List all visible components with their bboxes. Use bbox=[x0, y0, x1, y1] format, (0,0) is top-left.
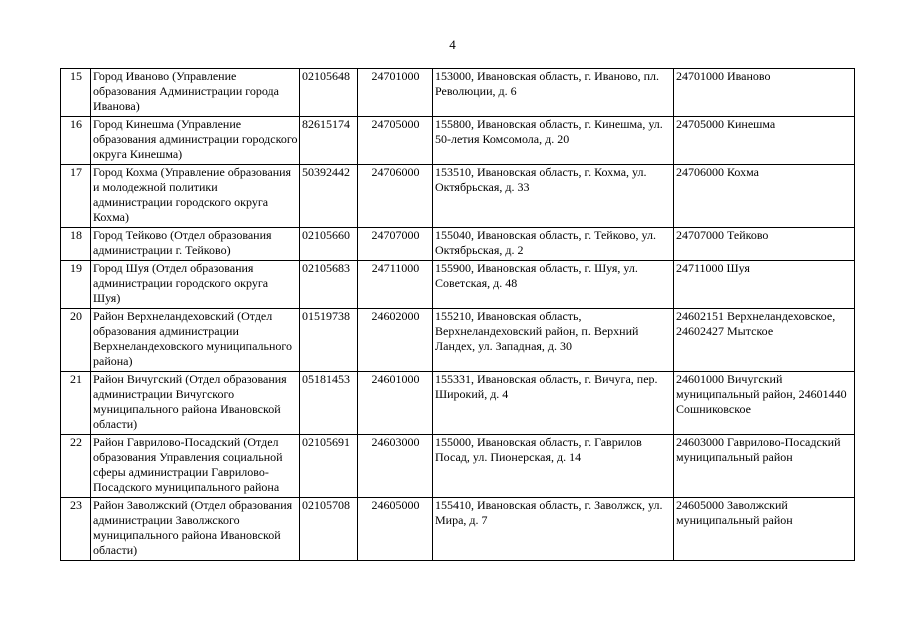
organization-address: 153000, Ивановская область, г. Иваново, пл. Революции, д. 6 bbox=[433, 69, 674, 117]
organization-name: Город Шуя (Отдел образования администрации городского округа Шуя) bbox=[91, 261, 300, 309]
row-number: 22 bbox=[61, 435, 91, 498]
table-row bbox=[61, 117, 855, 165]
oktmo-entry: 24706000 Кохма bbox=[674, 165, 855, 228]
territory-code: 24603000 bbox=[358, 435, 433, 498]
organization-name: Район Заволжский (Отдел образования администрации Заволжского муниципального района Ивановской области) bbox=[91, 498, 300, 561]
row-number: 18 bbox=[61, 228, 91, 261]
oktmo-entry: 24711000 Шуя bbox=[674, 261, 855, 309]
organization-code: 01519738 bbox=[300, 309, 358, 372]
row-number: 16 bbox=[61, 117, 91, 165]
territory-code: 24711000 bbox=[358, 261, 433, 309]
oktmo-entry: 24603000 Гаврилово-Посадский муниципальный район bbox=[674, 435, 855, 498]
organization-code: 82615174 bbox=[300, 117, 358, 165]
row-number: 17 bbox=[61, 165, 91, 228]
table-row bbox=[61, 228, 855, 261]
organization-address: 155000, Ивановская область, г. Гаврилов Посад, ул. Пионерская, д. 14 bbox=[433, 435, 674, 498]
organization-code: 50392442 bbox=[300, 165, 358, 228]
row-number: 19 bbox=[61, 261, 91, 309]
oktmo-entry: 24602151 Верхнеландеховское, 24602427 Мытское bbox=[674, 309, 855, 372]
organization-address: 153510, Ивановская область, г. Кохма, ул. Октябрьская, д. 33 bbox=[433, 165, 674, 228]
oktmo-entry: 24705000 Кинешма bbox=[674, 117, 855, 165]
territory-code: 24605000 bbox=[358, 498, 433, 561]
oktmo-entry: 24601000 Вичугский муниципальный район, 24601440 Сошниковское bbox=[674, 372, 855, 435]
page-number: 4 bbox=[449, 37, 456, 52]
organization-code: 02105660 bbox=[300, 228, 358, 261]
organization-name: Город Кохма (Управление образования и молодежной политики администрации городского округа Кохма) bbox=[91, 165, 300, 228]
row-number: 20 bbox=[61, 309, 91, 372]
organization-name: Город Кинешма (Управление образования администрации городского округа Кинешма) bbox=[91, 117, 300, 165]
organization-address: 155040, Ивановская область, г. Тейково, ул. Октябрьская, д. 2 bbox=[433, 228, 674, 261]
row-number: 15 bbox=[61, 69, 91, 117]
organization-address: 155331, Ивановская область, г. Вичуга, пер. Широкий, д. 4 bbox=[433, 372, 674, 435]
organization-name: Город Тейково (Отдел образования администрации г. Тейково) bbox=[91, 228, 300, 261]
table-row bbox=[61, 261, 855, 309]
organization-address: 155410, Ивановская область, г. Заволжск, ул. Мира, д. 7 bbox=[433, 498, 674, 561]
organization-address: 155900, Ивановская область, г. Шуя, ул. Советская, д. 48 bbox=[433, 261, 674, 309]
table-row bbox=[61, 372, 855, 435]
organization-code: 02105691 bbox=[300, 435, 358, 498]
oktmo-entry: 24605000 Заволжский муниципальный район bbox=[674, 498, 855, 561]
table-row bbox=[61, 435, 855, 498]
table-row bbox=[61, 309, 855, 372]
territory-code: 24601000 bbox=[358, 372, 433, 435]
organizations-table bbox=[60, 68, 855, 561]
oktmo-entry: 24701000 Иваново bbox=[674, 69, 855, 117]
organization-code: 02105683 bbox=[300, 261, 358, 309]
territory-code: 24705000 bbox=[358, 117, 433, 165]
oktmo-entry: 24707000 Тейково bbox=[674, 228, 855, 261]
territory-code: 24706000 bbox=[358, 165, 433, 228]
table-row bbox=[61, 69, 855, 117]
organization-address: 155210, Ивановская область, Верхнеландеховский район, п. Верхний Ландех, ул. Западная, д. 30 bbox=[433, 309, 674, 372]
organization-name: Город Иваново (Управление образования Администрации города Иванова) bbox=[91, 69, 300, 117]
row-number: 23 bbox=[61, 498, 91, 561]
table-row bbox=[61, 498, 855, 561]
territory-code: 24701000 bbox=[358, 69, 433, 117]
organization-address: 155800, Ивановская область, г. Кинешма, ул. 50-летия Комсомола, д. 20 bbox=[433, 117, 674, 165]
territory-code: 24602000 bbox=[358, 309, 433, 372]
organization-name: Район Гаврилово-Посадский (Отдел образования Управления социальной сферы администрации Гаврилово-Посадского муниципального района bbox=[91, 435, 300, 498]
organization-code: 05181453 bbox=[300, 372, 358, 435]
row-number: 21 bbox=[61, 372, 91, 435]
organization-name: Район Вичугский (Отдел образования администрации Вичугского муниципального района Ивановской области) bbox=[91, 372, 300, 435]
organization-name: Район Верхнеландеховский (Отдел образования администрации Верхнеландеховского муниципального района) bbox=[91, 309, 300, 372]
organization-code: 02105708 bbox=[300, 498, 358, 561]
territory-code: 24707000 bbox=[358, 228, 433, 261]
organization-code: 02105648 bbox=[300, 69, 358, 117]
table-row bbox=[61, 165, 855, 228]
